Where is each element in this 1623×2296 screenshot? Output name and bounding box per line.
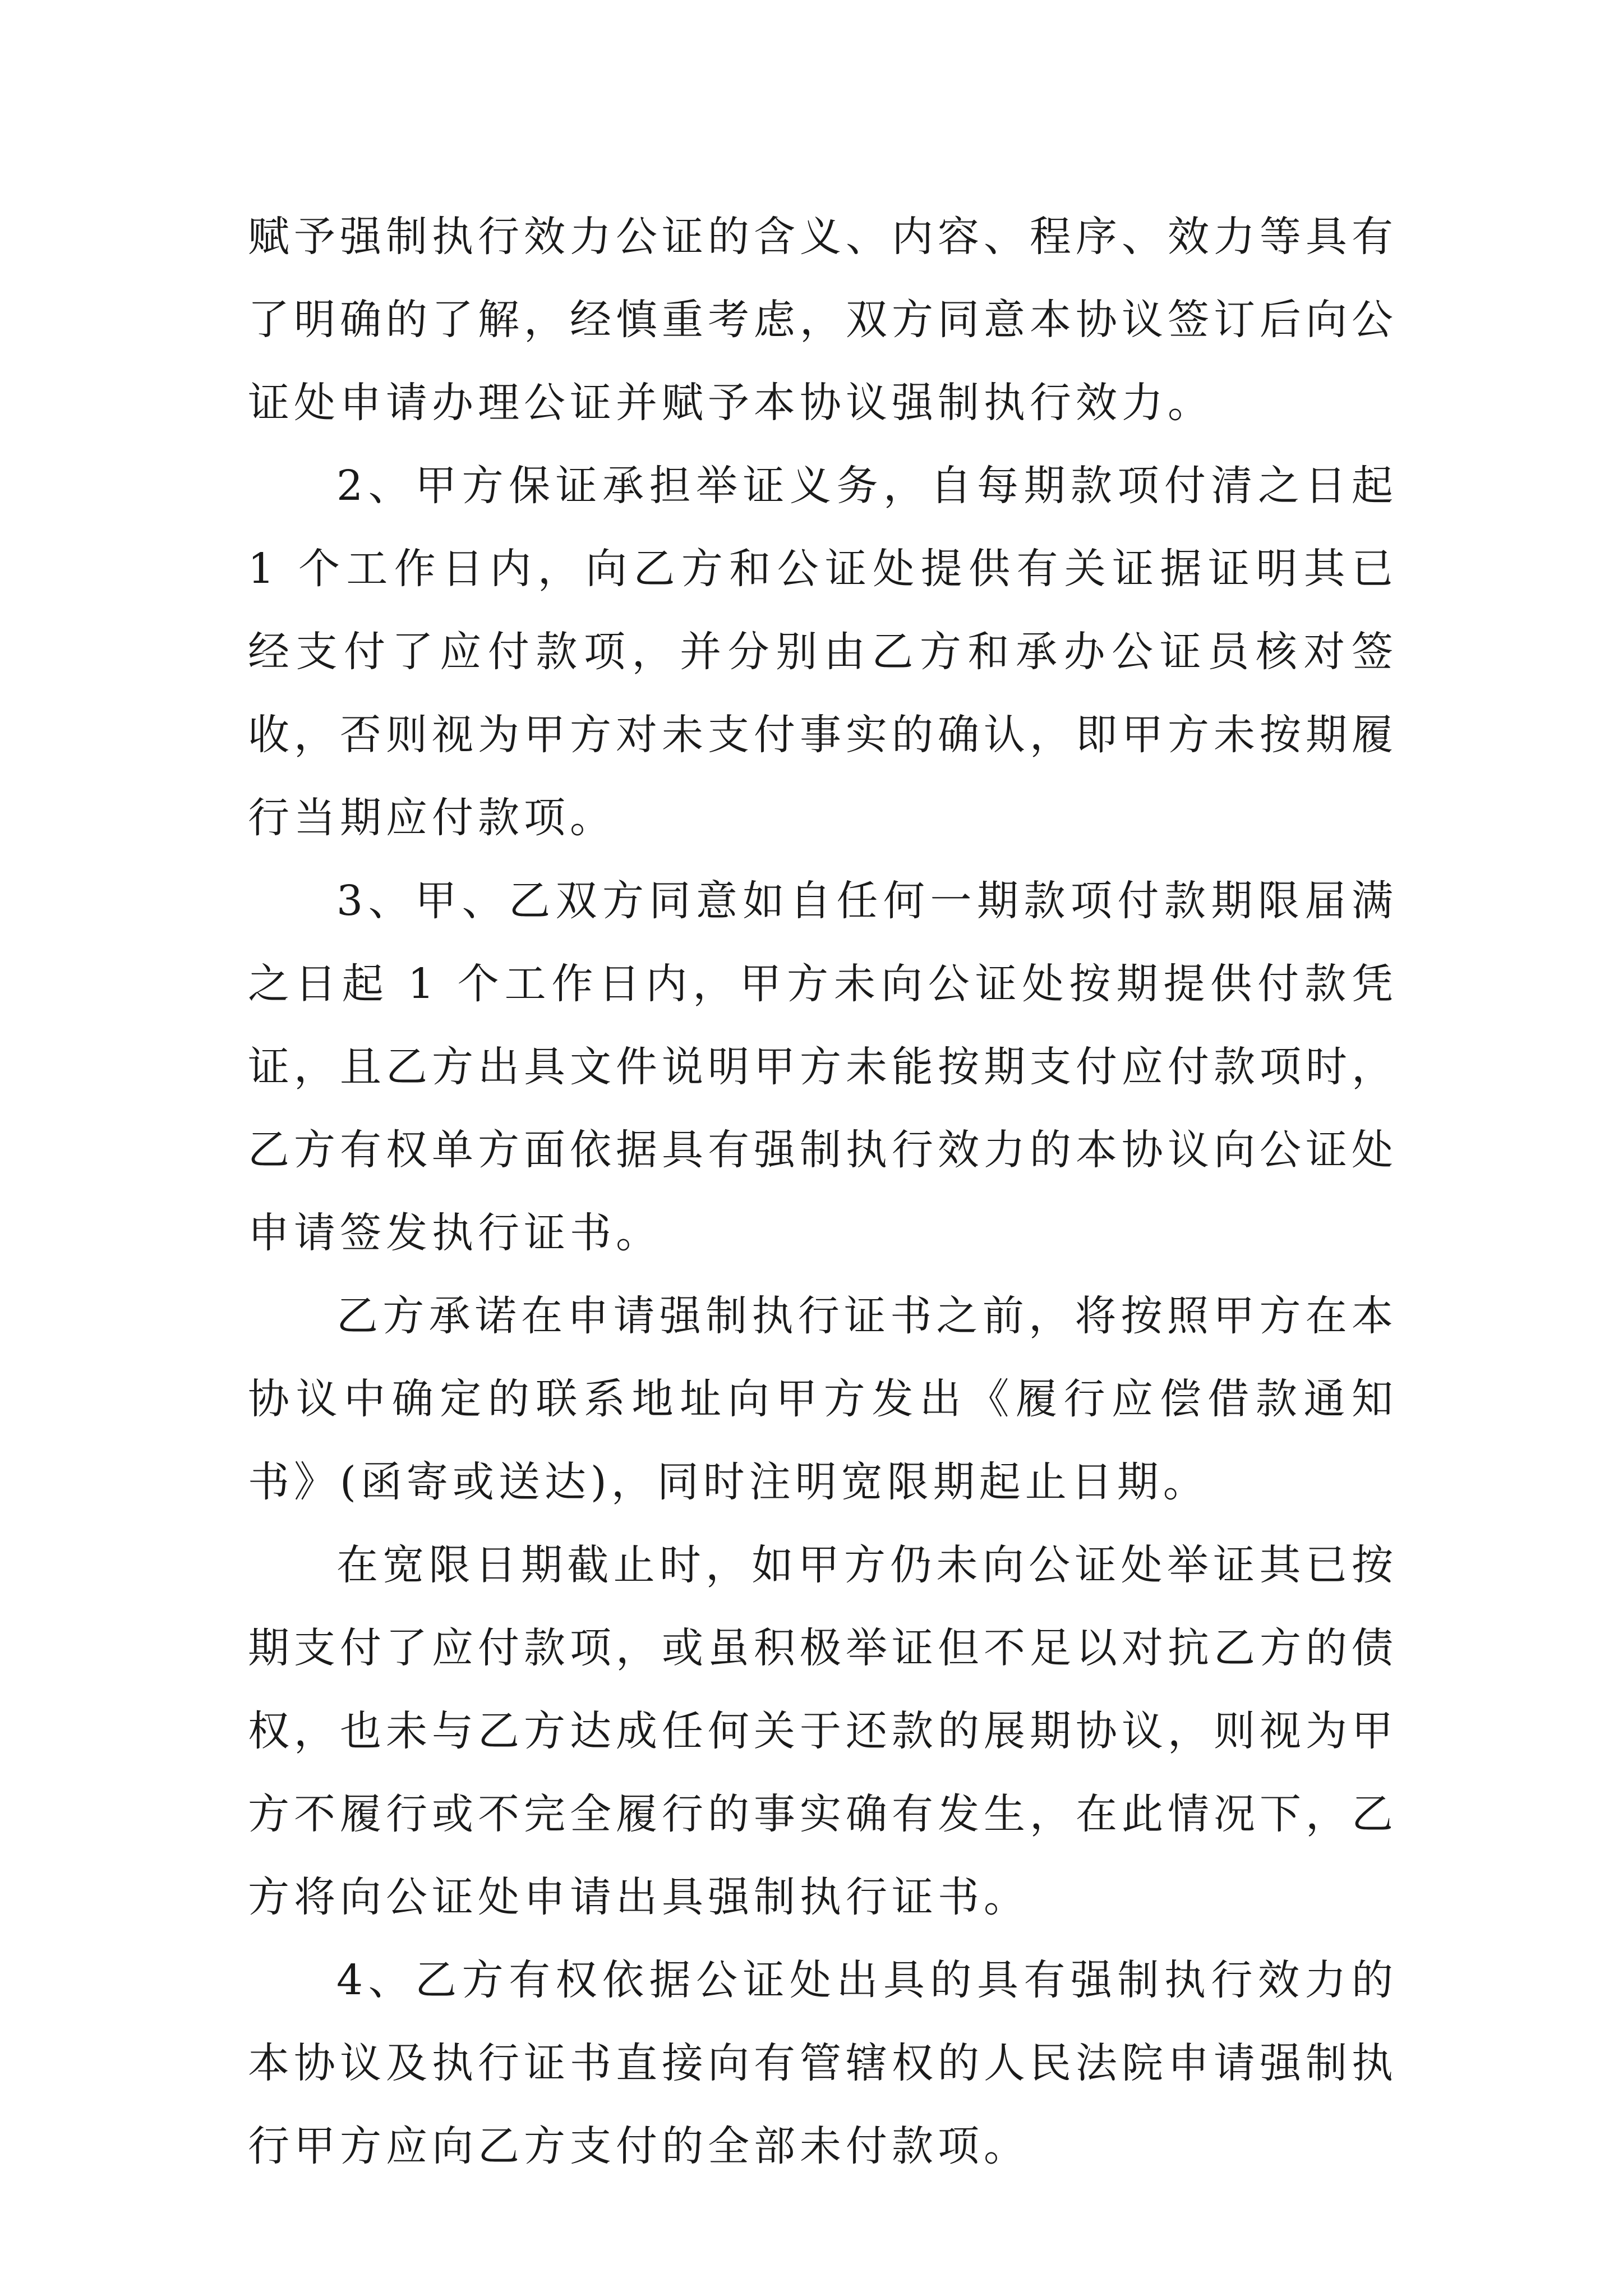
paragraph-clause-2: 2、甲方保证承担举证义务，自每期款项付清之日起 1 个工作日内，向乙方和公证处提供有关证据证明其已经支付了应付款项，并分别由乙方和承办公证员核对签收，否则视为甲方对未支付事实的确认，即甲方未按期履行当期应付款项。 <box>248 462 1398 842</box>
paragraph-notice: 乙方承诺在申请强制执行证书之前，将按照甲方在本协议中确定的联系地址向甲方发出《履行应偿借款通知书》(函寄或送达)，同时注明宽限期起止日期。 <box>248 1292 1398 1506</box>
paragraph-continuation: 赋予强制执行效力公证的含义、内容、程序、效力等具有了明确的了解，经慎重考虑，双方同意本协议签订后向公证处申请办理公证并赋予本协议强制执行效力。 <box>248 213 1398 427</box>
paragraph-clause-4: 4、乙方有权依据公证处出具的具有强制执行效力的本协议及执行证书直接向有管辖权的人民法院申请强制执行甲方应向乙方支付的全部未付款项。 <box>248 1956 1398 2170</box>
paragraph-clause-3: 3、甲、乙双方同意如自任何一期款项付款期限届满之日起 1 个工作日内，甲方未向公证处按期提供付款凭证，且乙方出具文件说明甲方未能按期支付应付款项时，乙方有权单方面依据具有强制执行效力的本协议向公证处申请签发执行证书。 <box>248 877 1398 1257</box>
document-body <box>248 195 1398 2188</box>
paragraph-grace-period: 在宽限日期截止时，如甲方仍未向公证处举证其已按期支付了应付款项，或虽积极举证但不足以对抗乙方的债权，也未与乙方达成任何关于还款的展期协议，则视为甲方不履行或不完全履行的事实确有发生，在此情况下，乙方将向公证处申请出具强制执行证书。 <box>248 1541 1398 1921</box>
